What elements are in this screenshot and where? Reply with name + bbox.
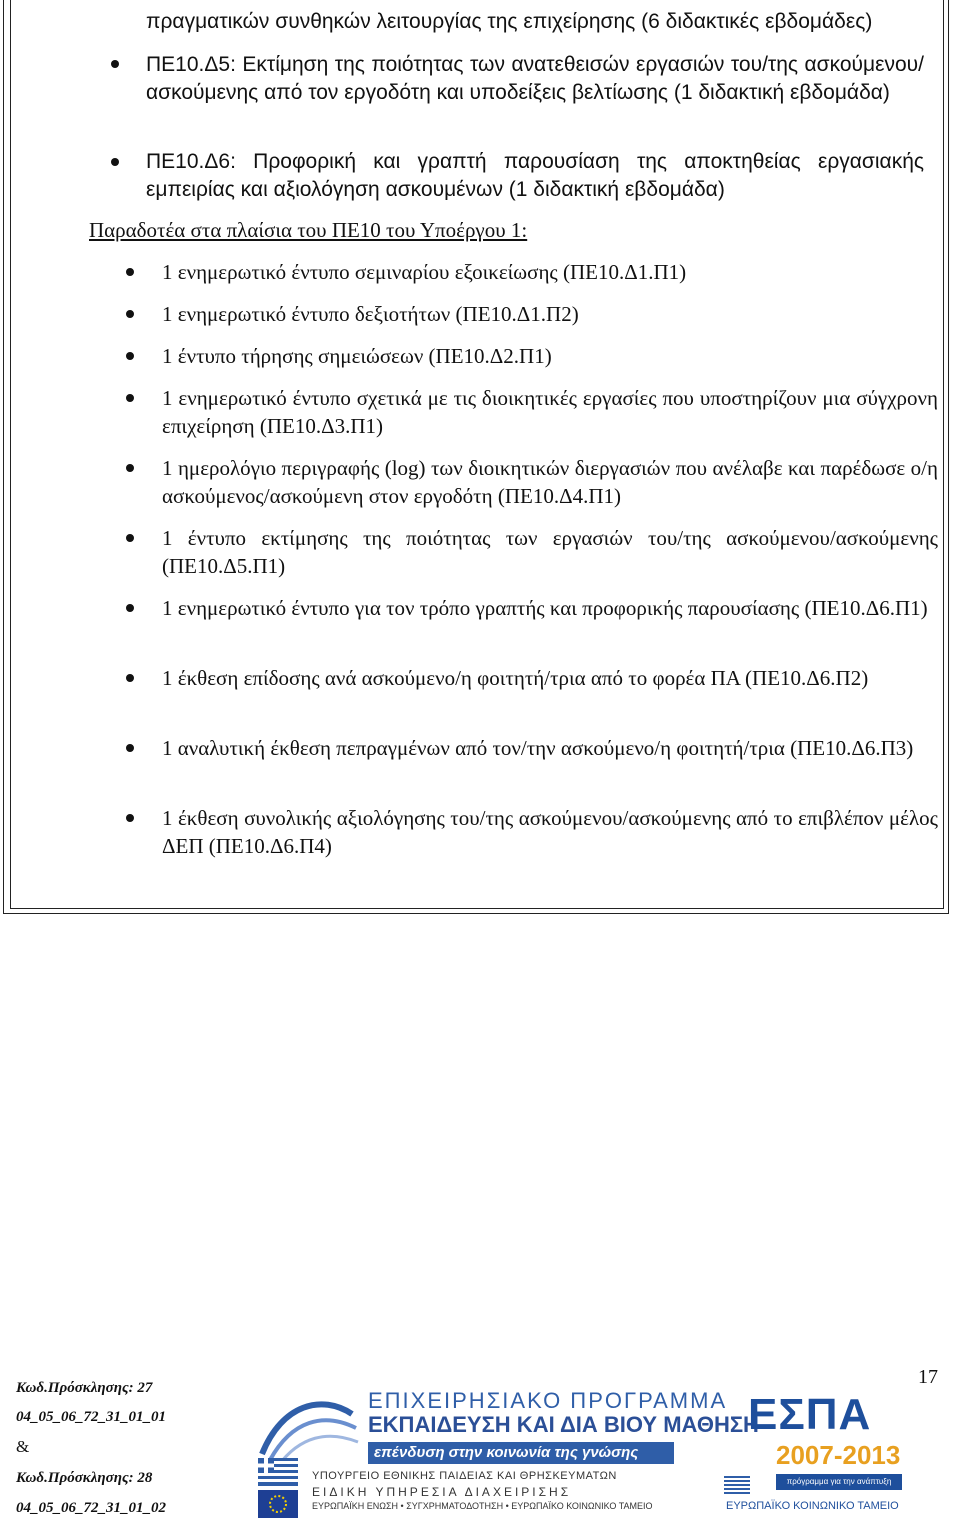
deliverable-item: 1 ενημερωτικό έντυπο δεξιοτήτων (ΠΕ10.Δ1.Π2) — [162, 302, 579, 326]
social-fund-label: ΕΥΡΩΠΑΪΚΟ ΚΟΙΝΩΝΙΚΟ ΤΑΜΕΙΟ — [726, 1500, 899, 1512]
deliverables-heading: Παραδοτέα στα πλαίσια του ΠΕ10 του Υποέργου 1: — [89, 218, 528, 242]
bullet — [126, 464, 134, 472]
espa-word: ΕΣΠΑ — [748, 1390, 872, 1439]
ministry-name: ΥΠΟΥΡΓΕΙΟ ΕΘΝΙΚΗΣ ΠΑΙΔΕΙΑΣ ΚΑΙ ΘΡΗΣΚΕΥΜΑΤΩΝ — [312, 1470, 617, 1482]
bullet — [126, 744, 134, 752]
deliverable-item: 1 ενημερωτικό έντυπο για τον τρόπο γραπτής και προφορικής παρουσίασης (ΠΕ10.Δ6.Π1) — [162, 596, 928, 620]
eu-flag-icon — [258, 1490, 298, 1518]
deliverable-item: 1 έκθεση συνολικής αξιολόγησης του/της ασκούμενου/ασκούμενης από το επιβλέπον μέλος ΔΕΠ (ΠΕ10.Δ6.Π4) — [162, 806, 938, 858]
programme-subtitle: ΕΚΠΑΙΔΕΥΣΗ ΚΑΙ ΔΙΑ ΒΙΟΥ ΜΑΘΗΣΗ — [368, 1412, 759, 1437]
bullet — [111, 158, 119, 166]
managing-authority: ΕΙΔΙΚΗ ΥΠΗΡΕΣΙΑ ΔΙΑΧΕΙΡΙΣΗΣ — [312, 1485, 572, 1499]
deliverable-item: 1 ενημερωτικό έντυπο σεμιναρίου εξοικείωσης (ΠΕ10.Δ1.Π1) — [162, 260, 687, 284]
bullet — [126, 534, 134, 542]
call-code-28: Κωδ.Πρόσκλησης: 28 — [16, 1470, 153, 1486]
bullet — [126, 604, 134, 612]
deliverable-item: 1 έντυπο εκτίμησης της ποιότητας των εργασιών του/της ασκούμενου/ασκούμενης (ΠΕ10.Δ5.Π1) — [162, 526, 938, 578]
bullet — [126, 352, 134, 360]
bullet — [126, 394, 134, 402]
project-code-02: 04_05_06_72_31_01_02 — [16, 1500, 166, 1516]
greek-flag-icon — [724, 1476, 750, 1494]
deliverable-item: 1 έκθεση επίδοσης ανά ασκούμενο/η φοιτητή/τρια από το φορέα ΠΑ (ΠΕ10.Δ6.Π2) — [162, 666, 869, 690]
deliverable-item: 1 ημερολόγιο περιγραφής (log) των διοικητικών διεργασιών που ανέλαβε και παρέδωσε ο/η ασκούμενος/ασκούμενη στον εργοδότη (ΠΕ10.Δ4.Π1) — [162, 456, 938, 508]
eu-cofunding-line: ΕΥΡΩΠΑΪΚΗ ΕΝΩΣΗ • ΣΥΓΧΡΗΜΑΤΟΔΟΤΗΣΗ • ΕΥΡΩΠΑΪΚΟ ΚΟΙΝΩΝΙΚΟ ΤΑΜΕΙΟ — [312, 1501, 653, 1511]
bullet — [111, 60, 119, 68]
espa-tagline: πρόγραμμα για την ανάπτυξη — [776, 1474, 902, 1490]
greek-flag-icon — [258, 1458, 298, 1486]
bullet — [126, 674, 134, 682]
programme-title: ΕΠΙΧΕΙΡΗΣΙΑΚΟ ΠΡΟΓΡΑΜΜΑ — [368, 1388, 728, 1413]
programme-slogan: επένδυση στην κοινωνία της γνώσης — [368, 1442, 674, 1464]
bullet — [126, 310, 134, 318]
continuation-line: πραγματικών συνθηκών λειτουργίας της επιχείρησης (6 διδακτικές εβδομάδες) — [146, 10, 873, 33]
activity-item-d5: ΠΕ10.Δ5: Εκτίμηση της ποιότητας των ανατεθεισών εργασιών του/της ασκούμενου/ασκούμενης από τον εργοδότη και υποδείξεις βελτίωσης (1 διδακτική εβδομάδα) — [146, 53, 924, 104]
espa-logo — [720, 1380, 934, 1520]
bullet — [126, 814, 134, 822]
page-number: 17 — [918, 1366, 938, 1388]
ampersand: & — [16, 1437, 30, 1456]
deliverable-item: 1 έντυπο τήρησης σημειώσεων (ΠΕ10.Δ2.Π1) — [162, 344, 552, 368]
project-code-01: 04_05_06_72_31_01_01 — [16, 1409, 166, 1425]
bullet — [126, 268, 134, 276]
operational-programme-logo — [248, 1380, 759, 1520]
call-code-27: Κωδ.Πρόσκλησης: 27 — [16, 1380, 153, 1396]
espa-years: 2007-2013 — [776, 1440, 901, 1470]
deliverable-item: 1 αναλυτική έκθεση πεπραγμένων από τον/την ασκούμενο/η φοιτητή/τρια (ΠΕ10.Δ6.Π3) — [162, 736, 914, 760]
activity-item-d6: ΠΕ10.Δ6: Προφορική και γραπτή παρουσίαση της αποκτηθείας εργασιακής εμπειρίας και αξιολόγηση ασκουμένων (1 διδακτική εβδομάδα) — [146, 150, 924, 201]
deliverable-item: 1 ενημερωτικό έντυπο σχετικά με τις διοικητικές εργασίες που υποστηρίζουν μια σύγχρονη επιχείρηση (ΠΕ10.Δ3.Π1) — [162, 386, 938, 438]
